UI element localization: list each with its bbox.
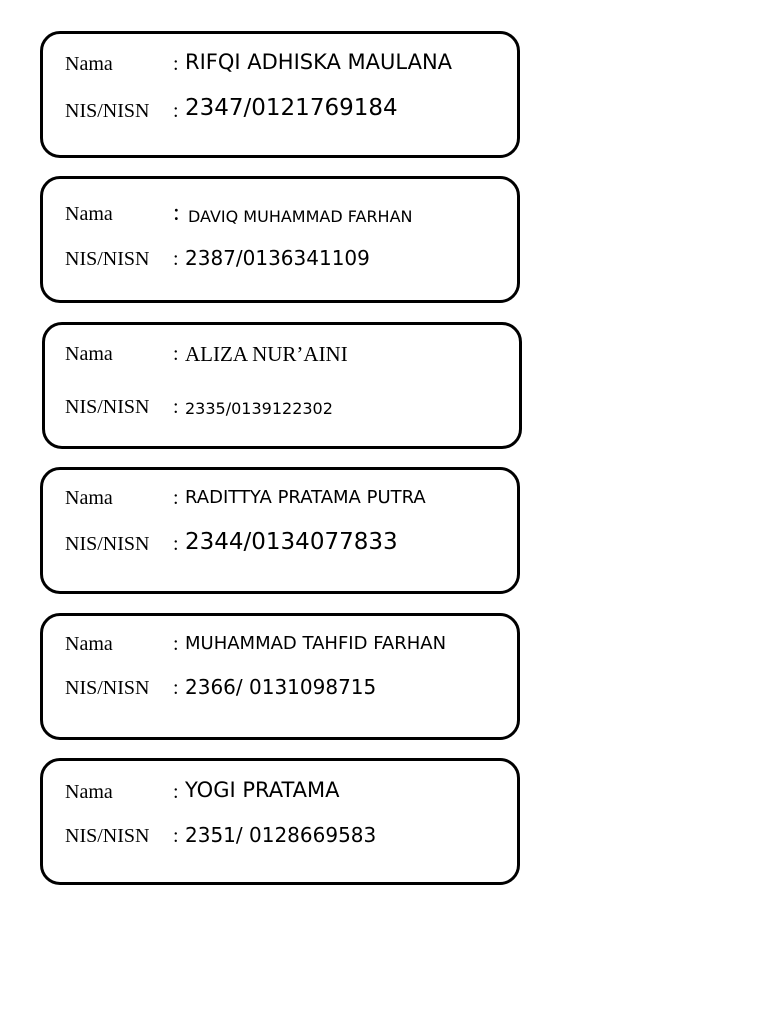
nis-nisn-label: NIS/NISN xyxy=(65,677,150,699)
nis-separator: : xyxy=(173,100,179,122)
nis-nisn-label: NIS/NISN xyxy=(65,100,150,122)
name-label: Nama xyxy=(65,53,113,75)
student-name: RIFQI ADHISKA MAULANA xyxy=(185,50,453,74)
student-card xyxy=(40,613,520,740)
nis-separator: : xyxy=(173,677,179,699)
name-separator: : xyxy=(173,53,179,75)
nis-nisn-label: NIS/NISN xyxy=(65,248,150,270)
student-card xyxy=(40,176,520,303)
nis-separator: : xyxy=(173,248,179,270)
nis-nisn-label: NIS/NISN xyxy=(65,396,150,418)
student-nis-nisn: 2344/0134077833 xyxy=(185,529,398,555)
nis-separator: : xyxy=(173,533,179,555)
name-label: Nama xyxy=(65,487,113,509)
name-label: Nama xyxy=(65,343,113,365)
name-separator: : xyxy=(173,200,180,226)
name-separator: : xyxy=(173,633,179,655)
name-label: Nama xyxy=(65,203,113,225)
name-separator: : xyxy=(173,781,179,803)
student-nis-nisn: 2347/0121769184 xyxy=(185,95,398,121)
nis-separator: : xyxy=(173,825,179,847)
name-label: Nama xyxy=(65,781,113,803)
nis-nisn-label: NIS/NISN xyxy=(65,825,150,847)
student-nis-nisn: 2366/ 0131098715 xyxy=(185,675,377,699)
nis-separator: : xyxy=(173,396,179,418)
student-name: MUHAMMAD TAHFID FARHAN xyxy=(185,633,447,654)
student-card xyxy=(42,322,522,449)
name-separator: : xyxy=(173,343,179,365)
student-nis-nisn: 2387/0136341109 xyxy=(185,246,370,270)
student-name: RADITTYA PRATAMA PUTRA xyxy=(185,487,426,508)
name-separator: : xyxy=(173,487,179,509)
student-name: DAVIQ MUHAMMAD FARHAN xyxy=(188,207,413,226)
student-card xyxy=(40,758,520,885)
name-label: Nama xyxy=(65,633,113,655)
student-name: YOGI PRATAMA xyxy=(185,778,340,802)
student-nis-nisn: 2335/0139122302 xyxy=(185,399,333,418)
student-card xyxy=(40,467,520,594)
student-name: ALIZA NUR’AINI xyxy=(185,342,348,366)
student-card xyxy=(40,31,520,158)
nis-nisn-label: NIS/NISN xyxy=(65,533,150,555)
student-nis-nisn: 2351/ 0128669583 xyxy=(185,823,377,847)
